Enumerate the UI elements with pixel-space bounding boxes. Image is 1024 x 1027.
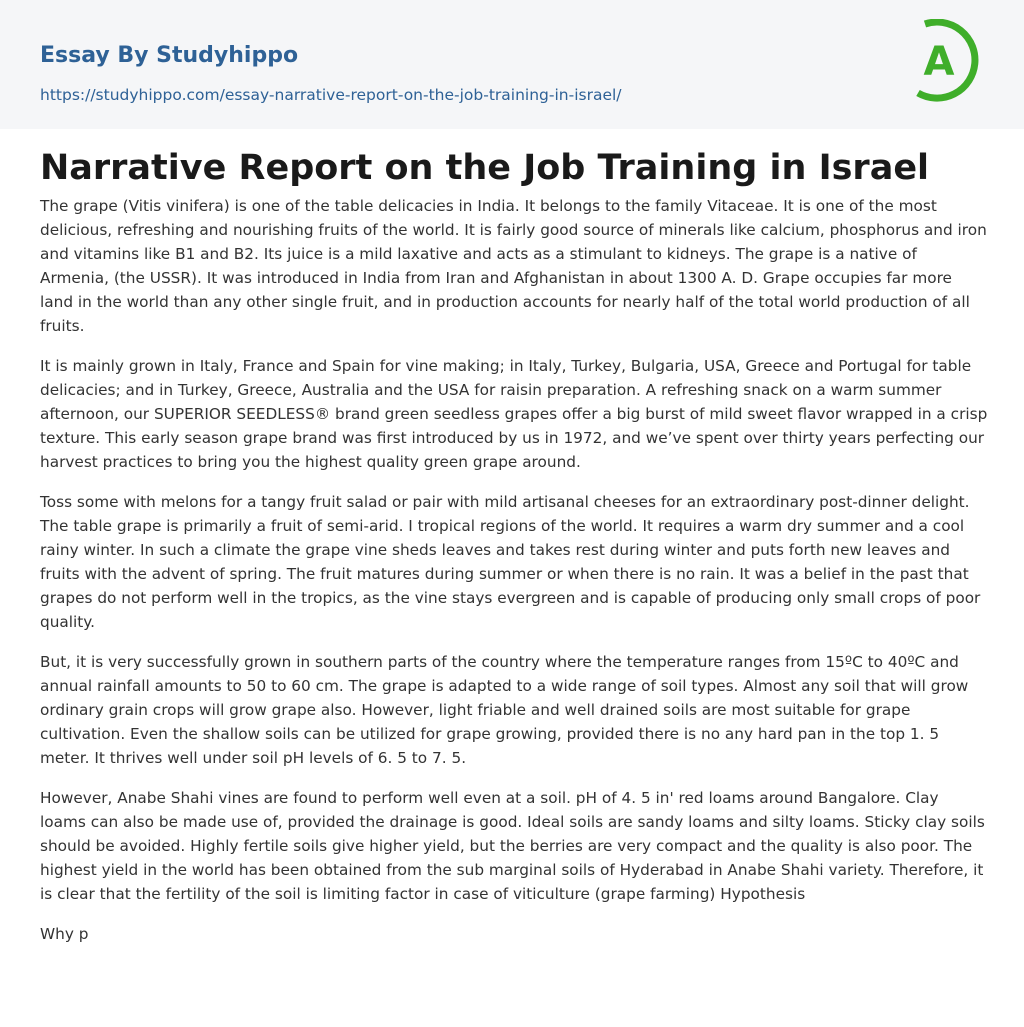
paragraph: However, Anabe Shahi vines are found to perform well even at a soil. pH of 4. 5 in' red loams around Bangalore. Clay loams can also be made use of, provided the drainage is good. Ideal soils are sandy loams and silty loams. Sticky clay soils should be avoided. Highly fertile soils give higher yield, but the berries are very compact and the quality is also poor. The highest yield in the world has been obtained from the sub marginal soils of Hyderabad in Anabe Shahi variety. Therefore, it is clear that the fertility of the soil is limiting factor in case of viticulture (grape farming) Hypothesis: [40, 789, 985, 903]
logo-letter: A: [923, 39, 955, 85]
essay-url-link[interactable]: https://studyhippo.com/essay-narrative-report-on-the-job-training-in-israel/: [40, 86, 622, 104]
studyhippo-logo[interactable]: [906, 19, 990, 105]
paragraph: It is mainly grown in Italy, France and Spain for vine making; in Italy, Turkey, Bulgaria, USA, Greece and Portugal for table delicacies; and in Turkey, Greece, Australia and the USA for raisin preparation. A refreshing snack on a warm summer afternoon, our SUPERIOR SEEDLESS® brand green seedless grapes offer a big burst of mild sweet flavor wrapped in a crisp texture. This early season grape brand was first introduced by us in 1972, and we’ve spent over thirty years perfecting our harvest practices to bring you the highest quality green grape around.: [40, 357, 988, 471]
article-body: [40, 194, 988, 962]
article-title: Narrative Report on the Job Training in Israel: [40, 148, 930, 188]
paragraph: The grape (Vitis vinifera) is one of the table delicacies in India. It belongs to the family Vitaceae. It is one of the most delicious, refreshing and nourishing fruits of the world. It is fairly good source of minerals like calcium, phosphorus and iron and vitamins like B1 and B2. Its juice is a mild laxative and acts as a stimulant to kidneys. The grape is a native of Armenia, (the USSR). It was introduced in India from Iran and Afghanistan in about 1300 A. D. Grape occupies far more land in the world than any other single fruit, and in production accounts for nearly half of the total world production of all fruits.: [40, 197, 987, 335]
paragraph: But, it is very successfully grown in southern parts of the country where the temperature ranges from 15ºC to 40ºC and annual rainfall amounts to 50 to 60 cm. The grape is adapted to a wide range of soil types. Almost any soil that will grow ordinary grain crops will grow grape also. However, light friable and well drained soils are most suitable for grape cultivation. Even the shallow soils can be utilized for grape growing, provided there is no any hard pan in the top 1. 5 meter. It thrives well under soil pH levels of 6. 5 to 7. 5.: [40, 653, 969, 767]
paragraph-truncated: Why p: [40, 925, 89, 943]
site-title[interactable]: Essay By Studyhippo: [40, 43, 299, 68]
site-header: [0, 0, 1024, 129]
paragraph: Toss some with melons for a tangy fruit salad or pair with mild artisanal cheeses for an extraordinary post-dinner delight. The table grape is primarily a fruit of semi-arid. I tropical regions of the world. It requires a warm dry summer and a cool rainy winter. In such a climate the grape vine sheds leaves and takes rest during winter and puts forth new leaves and fruits with the advent of spring. The fruit matures during summer or when there is no rain. It was a belief in the past that grapes do not perform well in the tropics, as the vine stays evergreen and is capable of producing only small crops of poor quality.: [40, 493, 981, 631]
